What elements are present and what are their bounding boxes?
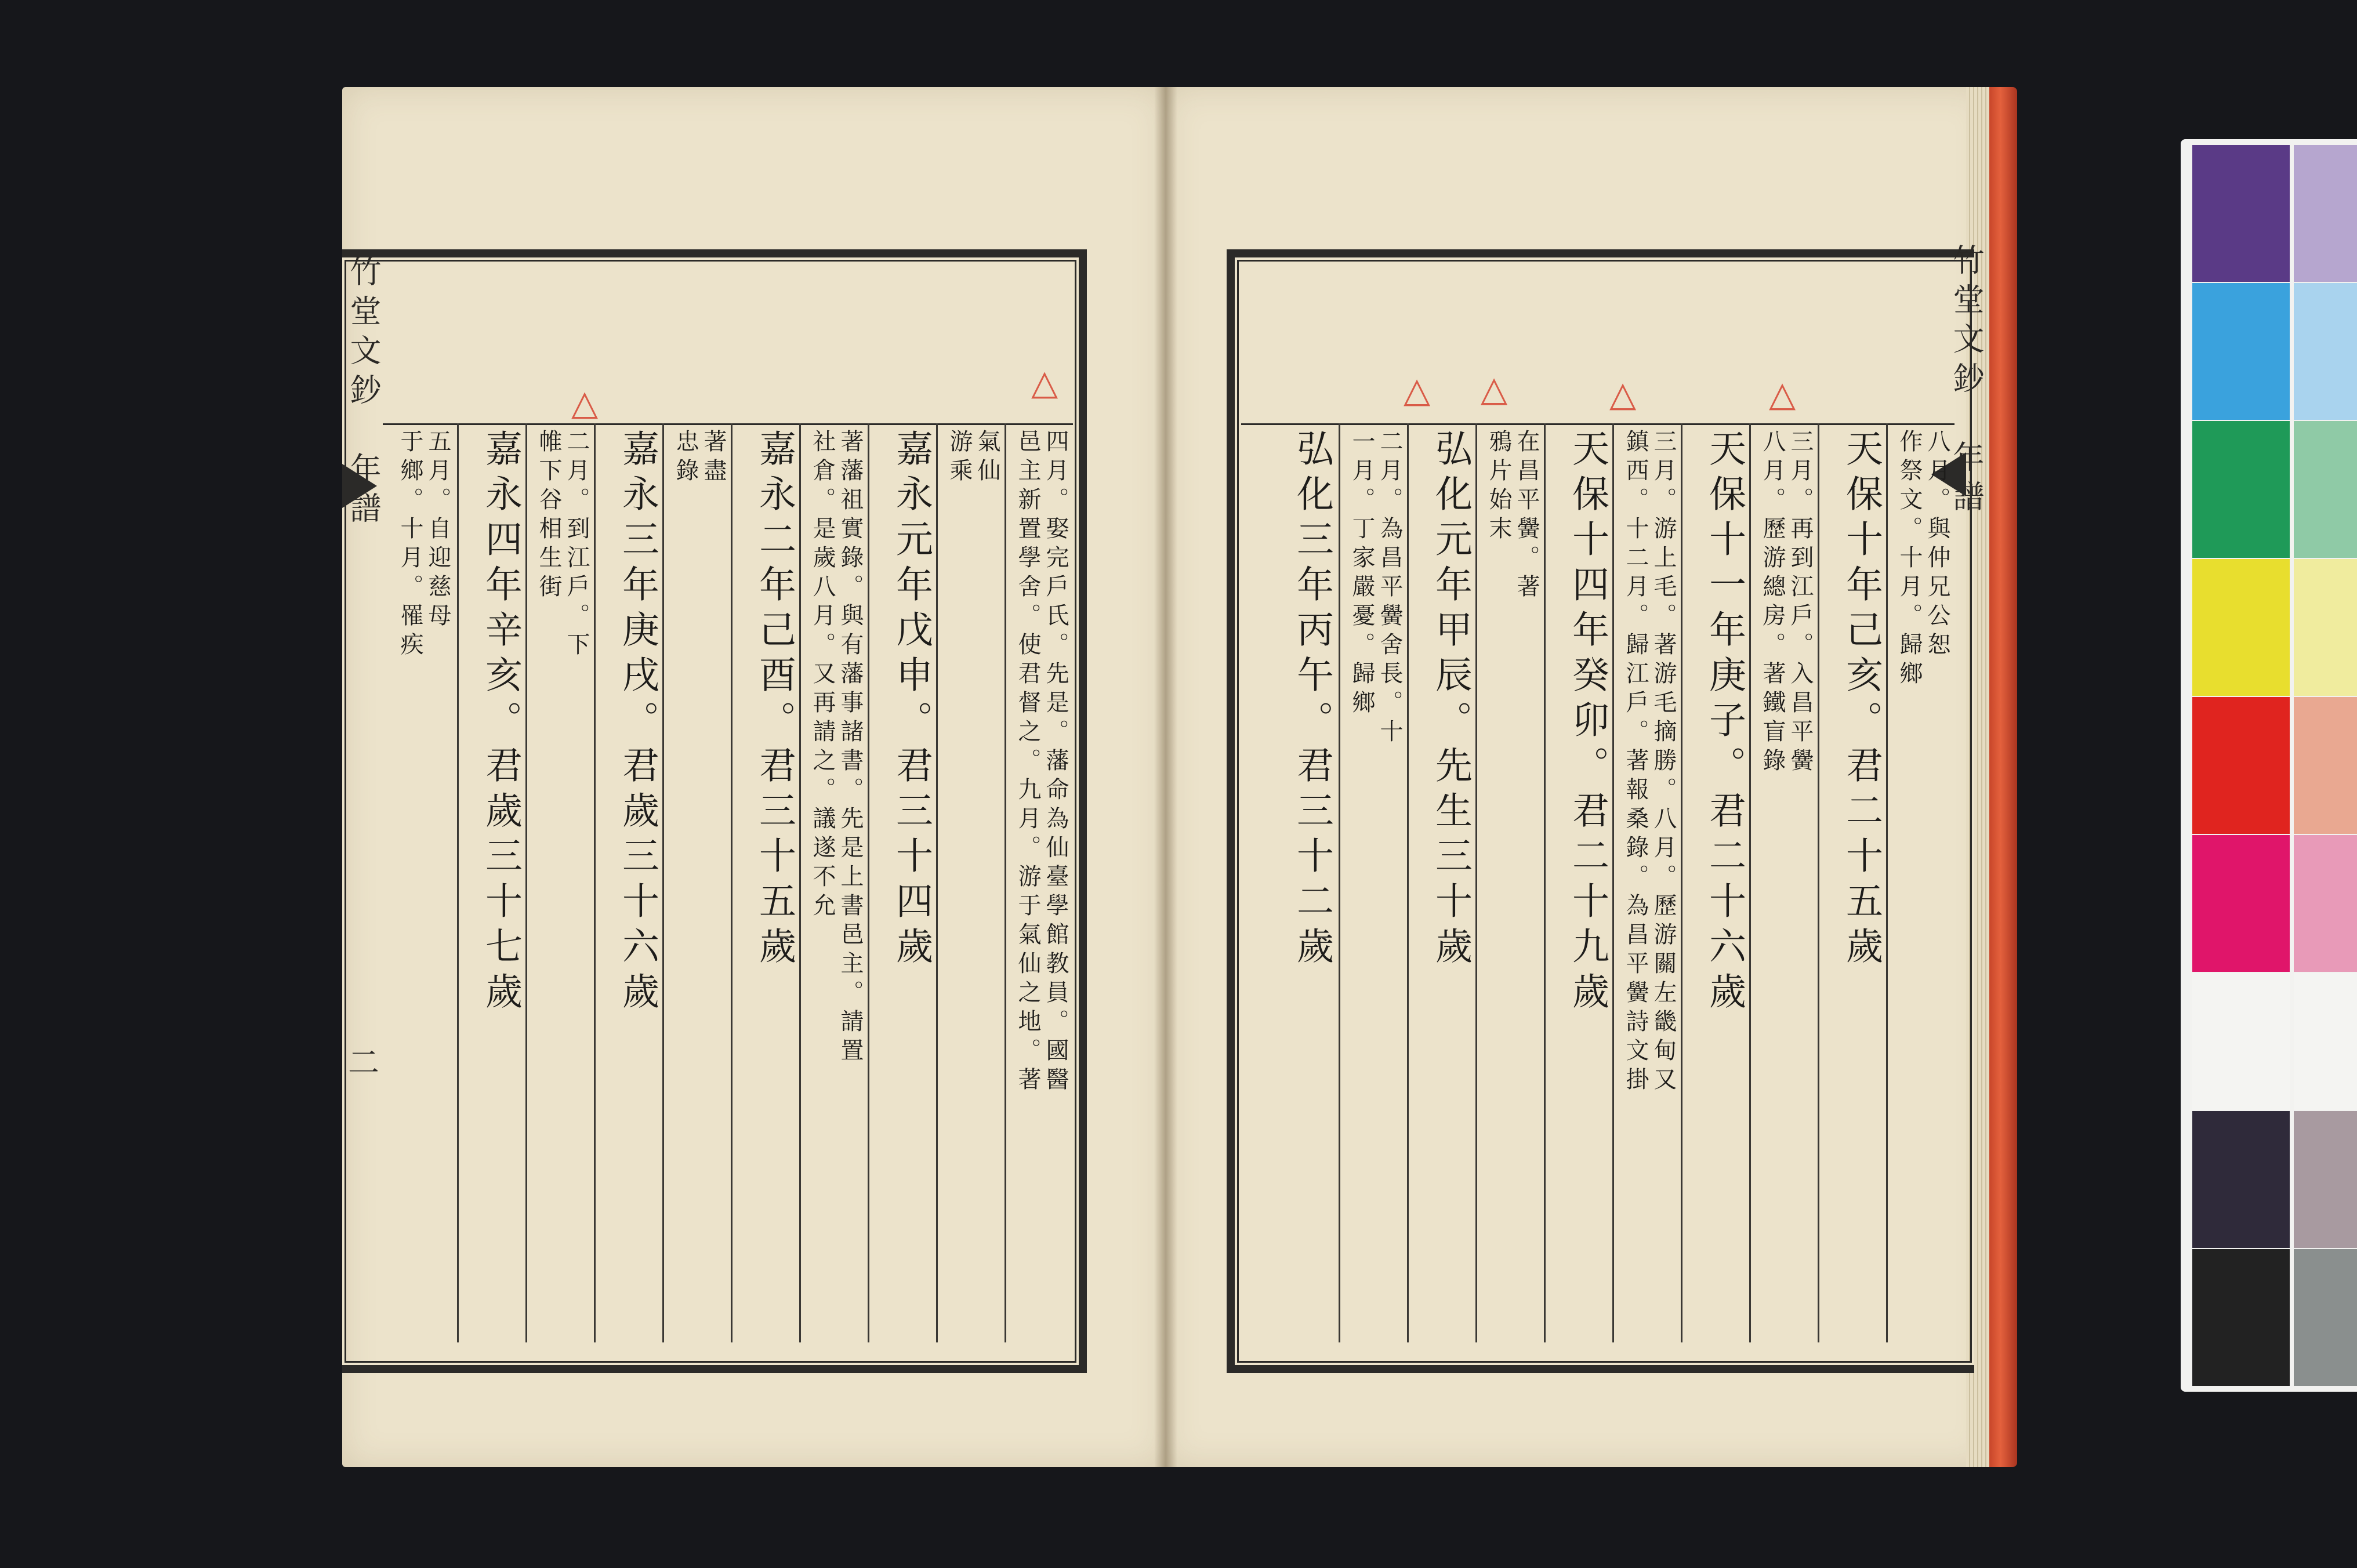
- color-patch-tint: [2294, 973, 2357, 1110]
- annotation-line: 社倉。是歲八月。又再請之。議遂不允: [809, 429, 836, 922]
- annotation-line: 在昌平黌。著: [1513, 429, 1540, 603]
- color-patch-tint: [2294, 421, 2357, 558]
- text-column: [1475, 423, 1544, 1342]
- color-patch-tint: [2294, 697, 2357, 834]
- text-column: [799, 423, 868, 1342]
- text-column: [662, 423, 731, 1342]
- red-mark: △: [1769, 374, 1796, 415]
- color-patch: [2192, 559, 2290, 696]
- color-patch: [2192, 283, 2290, 420]
- annotation-line: 三月。游上毛。著游毛摘勝。八月。歷游關左畿甸又: [1650, 429, 1677, 1096]
- text-column: [1886, 423, 1955, 1342]
- annotation-line: 鎮西。十二月。歸江戶。著報桑錄。為昌平黌詩文掛: [1622, 429, 1649, 1096]
- color-patch: [2192, 1249, 2290, 1386]
- text-column: [594, 423, 662, 1342]
- color-patch-tint: [2294, 283, 2357, 420]
- annotation-line: 于鄉。十月。罹疾: [397, 429, 423, 661]
- red-mark: △: [1404, 370, 1431, 411]
- red-mark: △: [1481, 369, 1508, 409]
- annotation-line: 鴉片始末: [1485, 429, 1512, 545]
- annotation-line: 二月。到江戶。下: [563, 429, 590, 661]
- annotation-line: 氣仙: [974, 429, 1000, 487]
- text-column: [457, 423, 525, 1342]
- year-heading: 天保十一年庚子。君二十六歲: [1703, 429, 1746, 1017]
- annotation-line: 二月。為昌平黌舍長。十: [1376, 429, 1403, 748]
- text-column: [1818, 423, 1886, 1342]
- text-column: [1339, 423, 1407, 1342]
- text-column: [525, 423, 594, 1342]
- annotation-line: 作祭文。十月。歸鄉: [1896, 429, 1923, 690]
- right-text-columns: [1241, 423, 1955, 1342]
- book-gutter: [1154, 87, 1177, 1467]
- text-column: [1544, 423, 1612, 1342]
- left-margin-title: 竹堂文鈔 年譜: [345, 255, 382, 531]
- text-column: [868, 423, 936, 1342]
- annotation-line: 五月。自迎慈母: [425, 429, 451, 632]
- color-patch-tint: [2294, 145, 2357, 282]
- color-patch-tint: [2294, 835, 2357, 972]
- color-patch-tint: [2294, 1111, 2357, 1248]
- left-fold-mark: [342, 464, 377, 508]
- color-patch: [2192, 973, 2290, 1110]
- text-column: [389, 423, 457, 1342]
- left-text-columns: [383, 423, 1073, 1342]
- text-column: [1749, 423, 1818, 1342]
- red-mark: △: [571, 383, 599, 423]
- year-heading: 嘉永三年庚戌。君歲三十六歲: [616, 429, 659, 1017]
- color-patch-tint: [2294, 1249, 2357, 1386]
- annotation-line: 三月。再到江戶。入昌平黌: [1787, 429, 1814, 777]
- color-patch-tint: [2294, 559, 2357, 696]
- annotation-line: 八月。與仲兄公恕: [1924, 429, 1950, 661]
- year-heading: 嘉永二年己酉。君三十五歲: [753, 429, 796, 972]
- annotation-line: 忠錄: [672, 429, 699, 487]
- year-heading: 弘化元年甲辰。先生三十歲: [1429, 429, 1472, 972]
- text-column: [936, 423, 1005, 1342]
- annotation-line: 八月。歷游總房。著鐵盲錄: [1759, 429, 1786, 777]
- annotation-line: 著藩祖實錄。與有藩事諸書。先是上書邑主。請置: [837, 429, 864, 1067]
- annotation-line: 帷下谷相生街: [535, 429, 562, 603]
- year-heading: 嘉永元年戊申。君三十四歲: [890, 429, 933, 972]
- color-patch: [2192, 835, 2290, 972]
- year-heading: 天保十四年癸卯。君二十九歲: [1566, 429, 1609, 1017]
- color-patch: [2192, 145, 2290, 282]
- text-column: [1681, 423, 1749, 1342]
- annotation-line: 一月。丁家嚴憂。歸鄉: [1348, 429, 1375, 719]
- text-column: [1407, 423, 1475, 1342]
- page-number: 二: [348, 1044, 379, 1081]
- color-patch: [2192, 1111, 2290, 1248]
- year-heading: 弘化三年丙午。君三十二歲: [1290, 429, 1333, 972]
- text-column: [1270, 423, 1339, 1342]
- red-spine: [1989, 87, 2017, 1467]
- annotation-line: 著盡: [700, 429, 727, 487]
- right-margin-title: 竹堂文鈔 年譜: [1948, 244, 1985, 520]
- text-column: [1005, 423, 1073, 1342]
- annotation-line: 游乘: [946, 429, 973, 487]
- year-heading: 嘉永四年辛亥。君歲三十七歲: [479, 429, 522, 1017]
- color-calibration-card: [2181, 139, 2357, 1392]
- color-patch: [2192, 697, 2290, 834]
- text-column: [731, 423, 799, 1342]
- annotation-line: 四月。娶完戶氏。先是。藩命為仙臺學館教員。國醫: [1042, 429, 1069, 1096]
- year-heading: 天保十年己亥。君二十五歲: [1840, 429, 1883, 972]
- text-column: [1612, 423, 1681, 1342]
- color-patch: [2192, 421, 2290, 558]
- red-mark: △: [1031, 362, 1058, 403]
- red-mark: △: [1609, 374, 1637, 415]
- annotation-line: 邑主新置學舍。使君督之。九月。游于氣仙之地。著: [1014, 429, 1041, 1096]
